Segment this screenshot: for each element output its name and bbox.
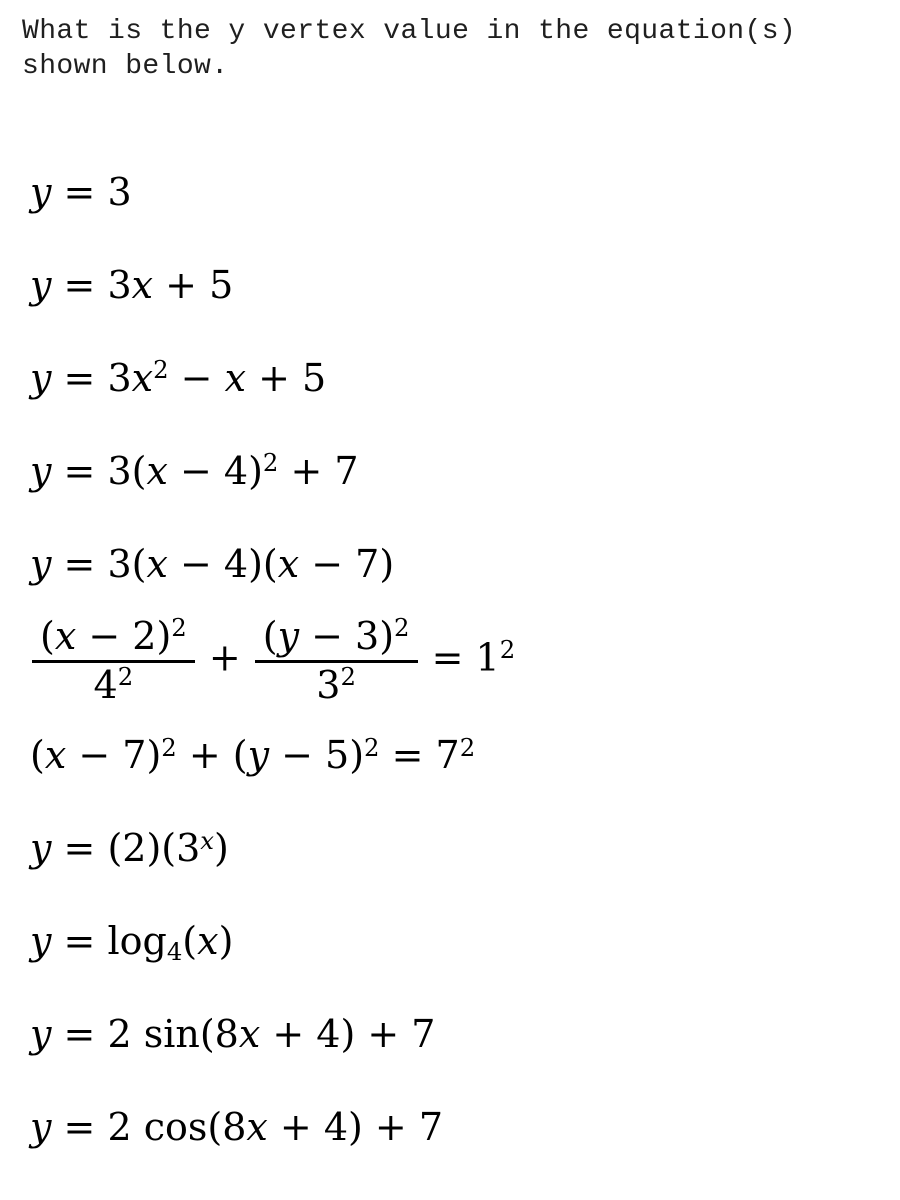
math-token: y [30,919,52,964]
math-token: ( [40,614,55,658]
math-token: + 4) + 7 [267,1105,444,1150]
math-token: 2 [364,732,380,762]
question-line-1: What is the y vertex value in the equation(s) [22,16,797,47]
math-token: 2 [153,355,169,385]
math-token: = 2 cos(8 [51,1105,247,1150]
math-token: = 2 sin(8 [51,1012,239,1057]
math-token: 2 [499,634,516,664]
equation-quadratic-vertex-form [30,448,900,494]
math-token: = 3 [51,263,132,307]
math-token: x [54,614,77,658]
math-token: − 4) [167,449,263,493]
math-token: 3 [316,662,341,707]
math-token: = log [51,919,167,964]
math-token: x [197,919,219,964]
fraction-numerator [255,614,418,660]
math-token: x [146,449,168,493]
math-token: ) [214,826,229,871]
equation-list [0,84,900,1150]
math-token: x [246,1105,268,1150]
math-token: y [30,356,52,400]
math-token: 2 [459,732,476,762]
math-token: − 4)( [167,542,278,586]
math-token: + 7 [278,449,359,493]
question-prompt [0,0,900,84]
math-token: x [200,825,215,855]
fraction-numerator [32,614,195,660]
math-token: = (2)(3 [51,826,201,871]
equation-linear [30,262,900,308]
math-token: = 3( [51,449,147,493]
equation-quadratic-factored [30,541,900,587]
math-token: − 7) [299,542,395,586]
math-token: y [30,449,52,493]
math-token: 2 [171,613,187,643]
math-token: + 5 [153,263,234,307]
math-token: ( [262,614,278,658]
math-token: − [168,356,225,400]
math-token: − 7) [66,733,162,778]
math-token: x [224,356,246,400]
fraction-denominator [32,660,195,709]
math-token: y [30,170,52,214]
equation-circle [30,732,900,778]
math-token: = 3( [51,542,147,586]
question-line-2: shown below. [22,51,229,82]
fraction [32,614,195,708]
equation-logarithm [30,918,900,964]
math-token: ( [30,733,45,778]
math-token: x [146,542,168,586]
equation-cosine [30,1104,900,1150]
math-token: + [196,635,253,680]
math-token: 2 [394,613,410,643]
math-token: 2 [340,661,356,691]
fraction-denominator [255,660,418,709]
math-token: x [238,1012,261,1057]
math-token: x [131,356,154,400]
math-token: y [277,614,300,658]
math-token: y [30,1012,52,1057]
math-token: x [44,733,67,778]
math-token: x [131,263,154,307]
math-token: y [30,1105,52,1150]
math-token: 2 [161,732,177,762]
math-token: y [30,826,52,871]
equation-exponential [30,825,900,871]
math-token: 4 [93,662,118,707]
math-token: 4 [166,936,183,966]
math-token: y [247,733,270,778]
math-token: 2 [117,661,134,691]
math-token: y [30,542,52,586]
math-token: 2 [262,448,279,478]
math-token: − 5) [269,733,365,778]
math-token: = 7 [379,733,460,778]
equation-quadratic-standard [30,355,900,401]
equation-sine [30,1011,900,1057]
math-token: + 4) + 7 [260,1012,436,1057]
math-token: + 5 [246,356,327,400]
equation-constant [30,169,900,215]
math-token: y [30,263,52,307]
math-token: x [277,542,300,586]
math-token: = 3 [51,170,132,214]
math-token: = 3 [51,356,132,400]
equation-ellipse [30,614,900,708]
fraction [255,614,418,708]
math-token: ( [182,919,198,964]
math-token: + ( [176,733,248,778]
math-token: ) [218,919,234,964]
math-token: − 3) [299,614,395,658]
math-token: − 2) [76,614,172,658]
math-token: = 1 [419,635,500,680]
